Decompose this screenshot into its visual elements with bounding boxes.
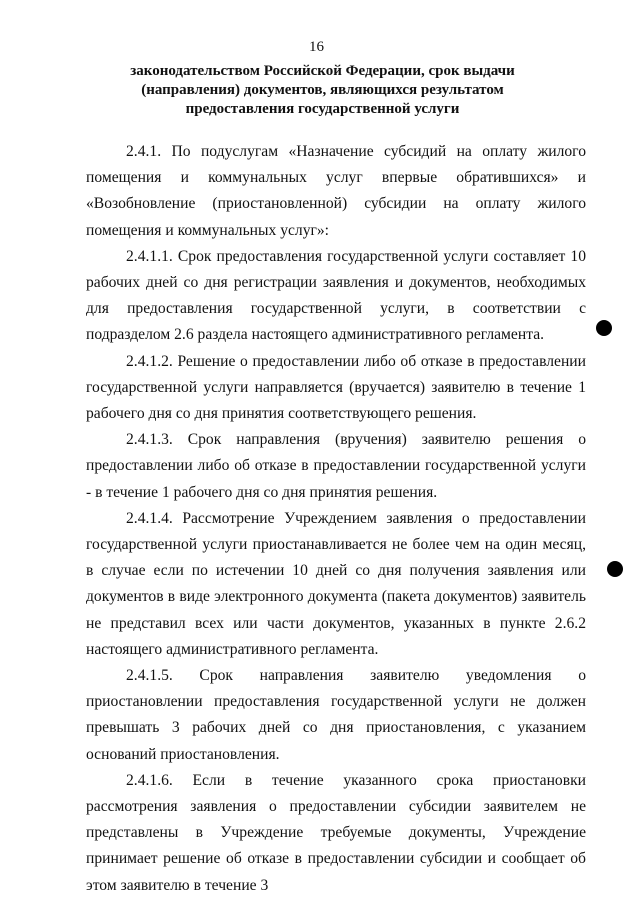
paragraph-2-4-1-1: 2.4.1.1. Срок предоставления государственной услуги составляет 10 рабочих дней со дня регистрации заявления и документов, необходимых для предоставления государственной услуги, в соответствии с подразделом 2.6 раздела настоящего административного регламента. (86, 247, 586, 344)
paragraph-2-4-1-5: 2.4.1.5. Срок направления заявителю уведомления о приостановлении предоставления государственной услуги не должен превышать 3 рабочих дней со дня приостановления, с указанием оснований приостановления. (86, 667, 586, 763)
heading-line: предоставления государственной услуги (185, 101, 460, 117)
heading-line: законодательством Российской Федерации, срок выдачи (130, 63, 515, 79)
document-body (86, 139, 586, 899)
page-number: 16 (309, 39, 324, 55)
section-heading (110, 62, 535, 119)
paragraph-2-4-1-3: 2.4.1.3. Срок направления (вручения) заявителю решения о предоставлении либо об отказе в предоставлении государственной услуги - в течение 1 рабочего дня со дня принятия решения. (86, 431, 586, 501)
heading-line: (направления) документов, являющихся результатом (141, 82, 504, 98)
binder-hole-mark (596, 320, 612, 336)
paragraph-2-4-1-4: 2.4.1.4. Рассмотрение Учреждением заявления о предоставлении государственной услуги приостанавливается не более чем на один месяц, в случае если по истечении 10 дней со дня получения заявления или документов в виде электронного документа (пакета документов) заявитель не представил всех или части документов, указанных в пункте 2.6.2 настоящего административного регламента. (86, 509, 586, 658)
paragraph-2-4-1: 2.4.1. По подуслугам «Назначение субсидий на оплату жилого помещения и коммунальных услуг впервые обратившихся» и «Возобновление (приостановленной) субсидии на оплату жилого помещения и коммунальных услуг»: (86, 143, 586, 239)
paragraph-2-4-1-2: 2.4.1.2. Решение о предоставлении либо об отказе в предоставлении государственной услуги направляется (вручается) заявителю в течение 1 рабочего дня со дня принятия соответствующего решения. (86, 352, 586, 423)
paragraph-2-4-1-6: 2.4.1.6. Если в течение указанного срока приостановки рассмотрения заявления о предоставлении субсидии заявителем не представлены в Учреждение требуемые документы, Учреждение принимает решение об отказе в предоставлении субсидии и сообщает об этом заявителю в течение 3 (86, 771, 586, 894)
binder-hole-mark (607, 561, 623, 577)
